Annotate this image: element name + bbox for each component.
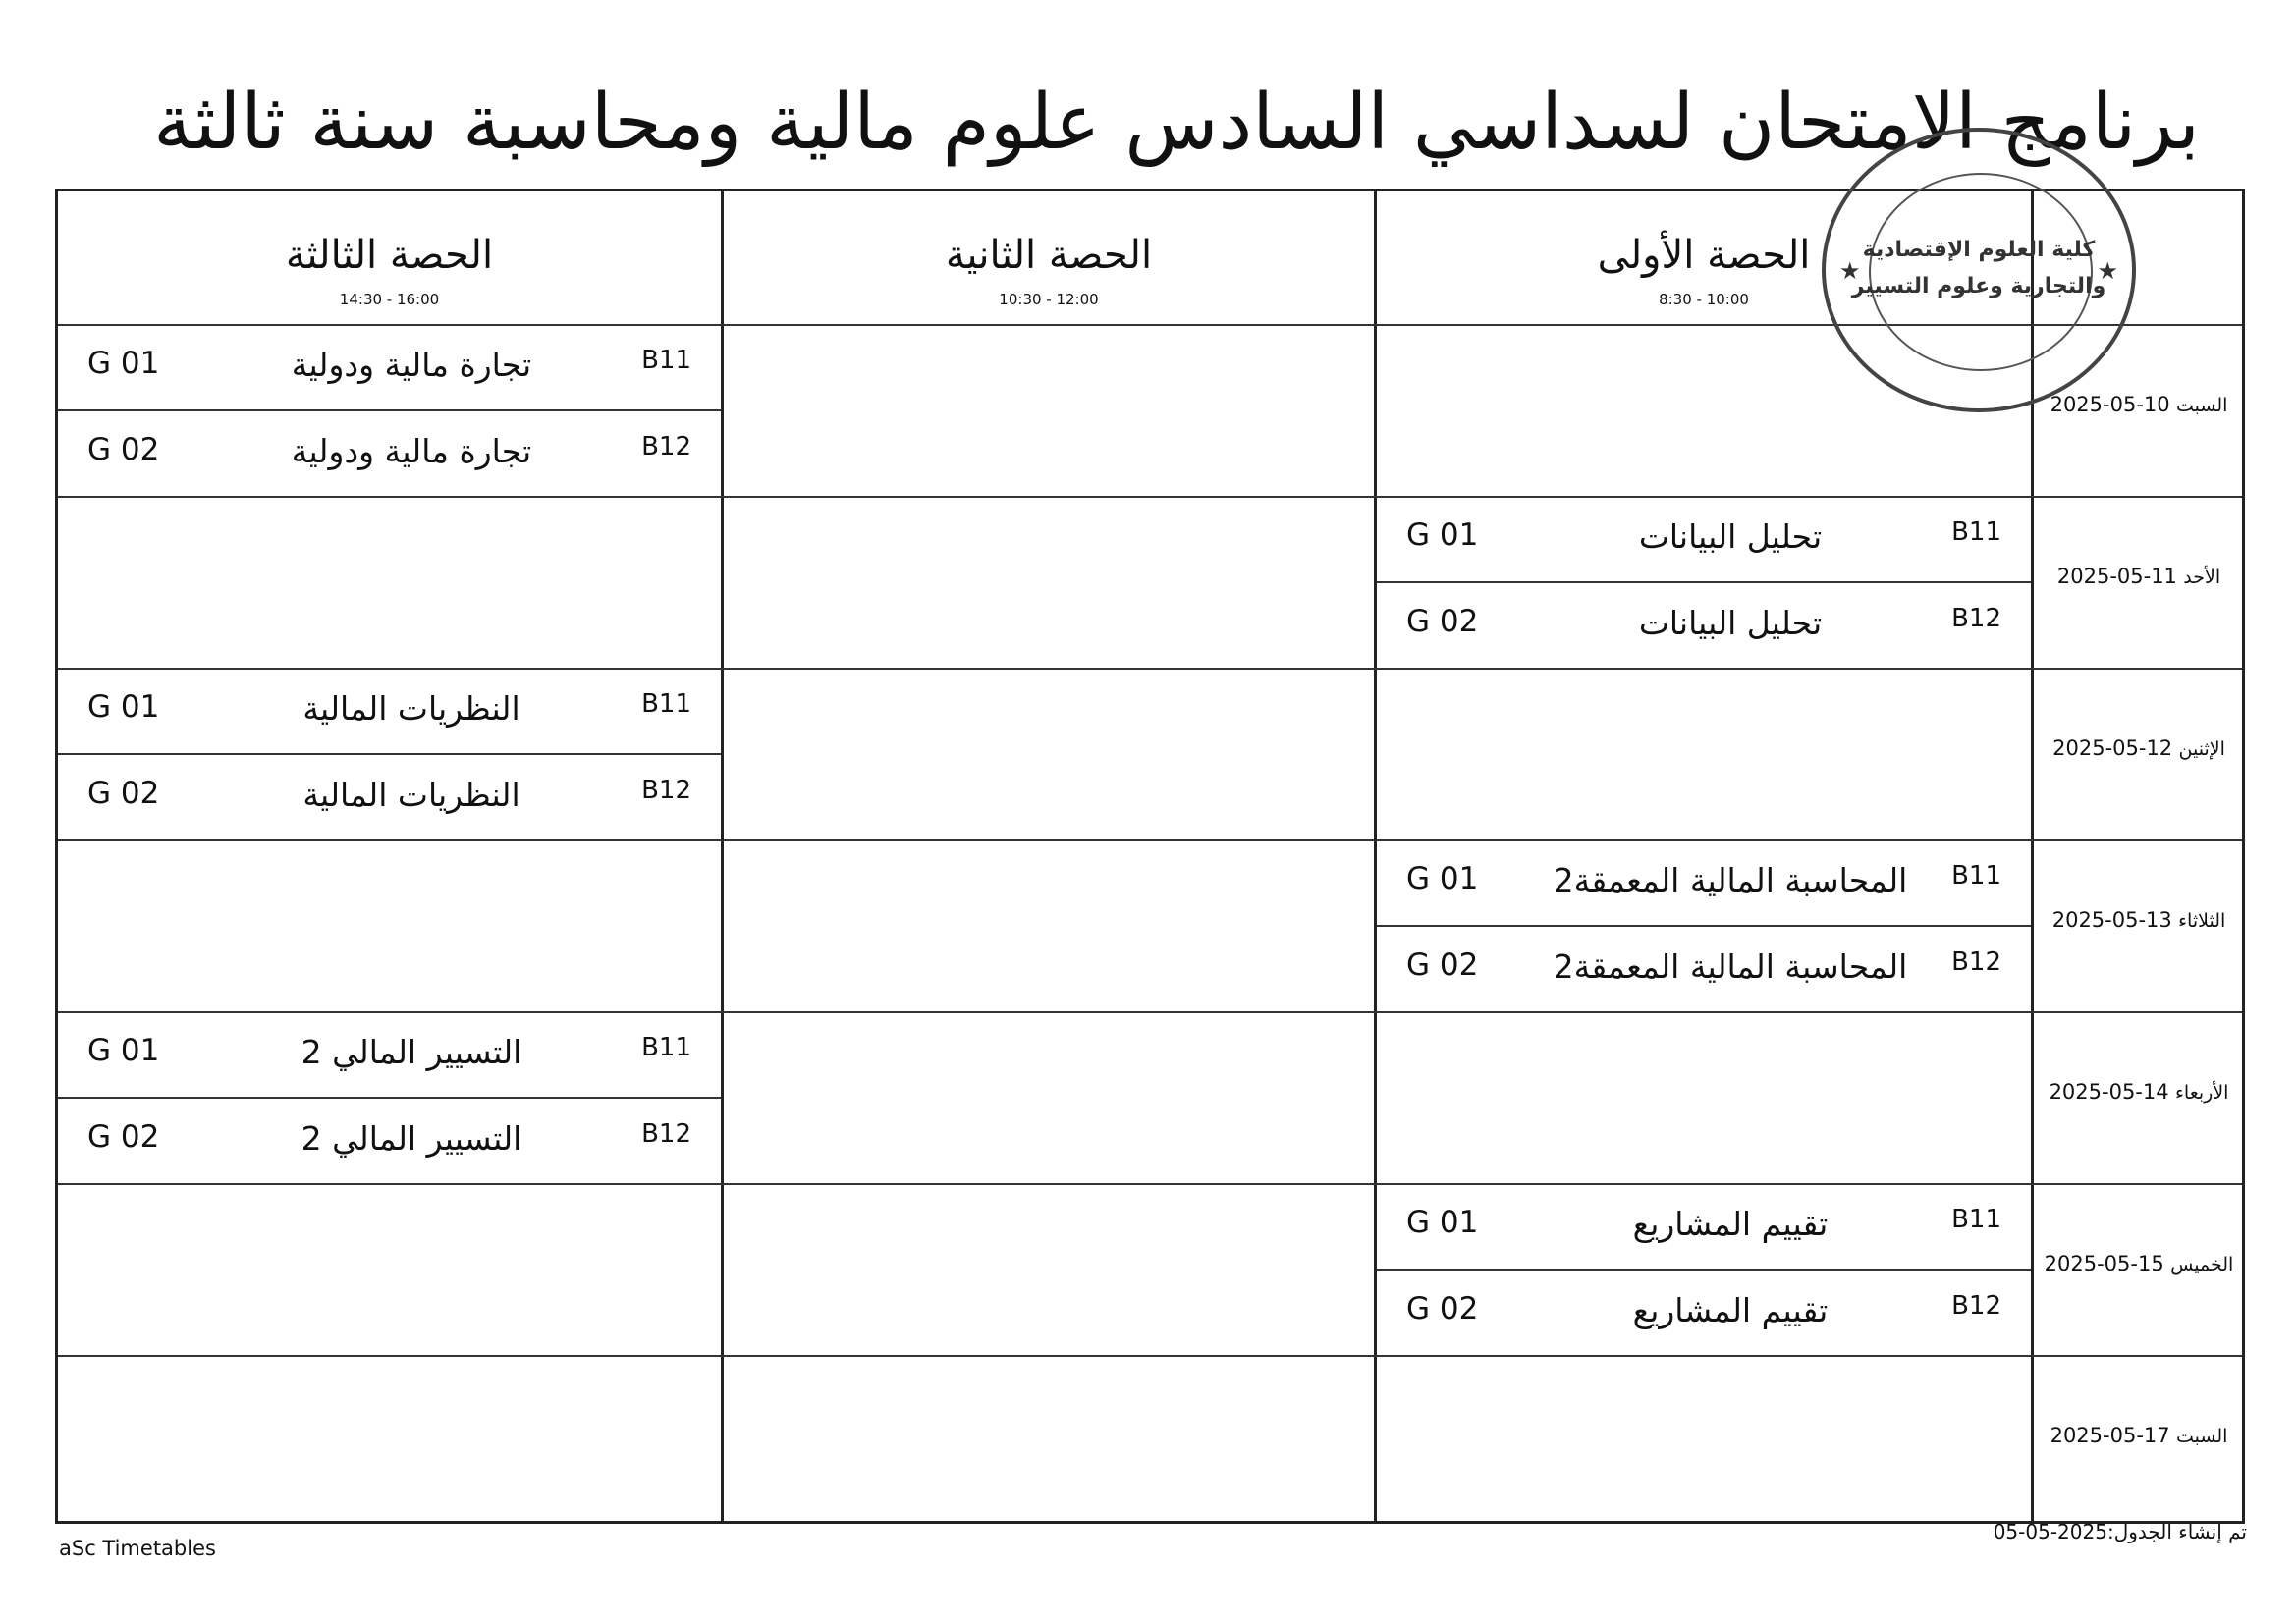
day-name: الأحد [2183,567,2221,588]
exam-group: G 02 [1406,604,1479,639]
entry-divider [58,753,721,755]
exam-group: G 01 [87,346,160,381]
exam-subject: النظريات المالية [302,776,520,814]
period-header-2 [724,191,1374,324]
official-stamp [1822,128,2136,412]
exam-group: G 01 [87,1033,160,1068]
exam-room: B11 [641,1033,691,1062]
exam-group: G 02 [87,1119,160,1155]
exam-group: G 02 [1406,947,1479,983]
exam-entry [58,1098,721,1182]
period-time: 8:30 - 10:00 [1659,291,1749,308]
period-name: الحصة الثالثة [285,233,494,278]
entry-divider [1377,925,2031,927]
exam-entry [1377,496,2031,580]
page-title: برنامج الامتحان لسداسي السادس علوم مالية ومحاسبة سنة ثالثة [153,79,2200,167]
day-label [2034,565,2244,588]
day-name: السبت [2175,1426,2228,1447]
exam-room: B11 [1951,517,2001,547]
day-date: 2025-05-10 [2050,393,2170,416]
exam-entry [58,324,721,408]
stamp-text-line1: كلية العلوم الإقتصادية [1862,238,2096,262]
exam-entry [58,754,721,839]
exam-subject: تحليل البيانات [1638,604,1823,642]
exam-room: B11 [641,689,691,719]
day-date: 2025-05-15 [2044,1252,2164,1275]
period-time: 14:30 - 16:00 [339,291,440,308]
exam-subject: تحليل البيانات [1638,517,1823,556]
day-label [2034,736,2244,760]
exam-subject: النظريات المالية [302,689,520,728]
exam-entry [1377,839,2031,924]
day-date: 2025-05-13 [2051,908,2172,932]
day-name: السبت [2175,395,2228,416]
period-time: 10:30 - 12:00 [999,291,1099,308]
exam-entry [1377,1183,2031,1268]
day-label [2034,1252,2244,1275]
exam-group: G 02 [1406,1291,1479,1326]
exam-room: B12 [641,776,691,805]
day-date: 2025-05-11 [2056,565,2177,588]
exam-room: B12 [1951,604,2001,633]
exam-entry [1377,926,2031,1010]
column-divider [721,191,724,1521]
exam-room: B12 [1951,1291,2001,1321]
exam-room: B11 [641,346,691,375]
stamp-text-line2: والتجارية وعلوم التسيير [1851,274,2106,298]
day-label [2034,908,2244,932]
exam-entry [1377,1270,2031,1354]
software-credit: aSc Timetables [59,1537,216,1560]
day-label [2034,393,2244,416]
day-date: 2025-05-17 [2050,1424,2170,1447]
exam-subject: المحاسبة المالية المعمقة2 [1553,947,1908,986]
period-header-3 [58,191,721,324]
row-divider [58,1355,2242,1357]
exam-entry [58,1011,721,1096]
exam-subject: المحاسبة المالية المعمقة2 [1553,861,1908,899]
exam-room: B11 [1951,861,2001,891]
day-name: الأربعاء [2174,1082,2229,1104]
stamp-inner-ring [1869,173,2093,371]
exam-subject: تجارة مالية ودولية [291,346,532,384]
exam-entry [1377,582,2031,667]
creation-date: تم إنشاء الجدول:2025-05-05 [1993,1520,2247,1543]
exam-subject: تقييم المشاريع [1632,1205,1829,1243]
exam-subject: تقييم المشاريع [1632,1291,1829,1329]
star-icon: ★ [1839,257,1861,285]
entry-divider [1377,581,2031,583]
exam-room: B12 [641,1119,691,1149]
exam-subject: تجارة مالية ودولية [291,432,532,470]
entry-divider [58,409,721,411]
exam-group: G 01 [87,689,160,725]
exam-group: G 02 [87,432,160,467]
day-name: الثلاثاء [2178,910,2226,932]
exam-subject: التسيير المالي 2 [301,1119,522,1158]
exam-room: B12 [641,432,691,461]
exam-room: B11 [1951,1205,2001,1234]
period-name: الحصة الثانية [945,233,1153,278]
entry-divider [58,1097,721,1099]
exam-group: G 01 [1406,517,1479,553]
exam-entry [58,668,721,752]
period-name: الحصة الأولى [1597,233,1811,278]
day-label [2034,1080,2244,1104]
day-date: 2025-05-14 [2049,1080,2169,1104]
exam-group: G 02 [87,776,160,811]
day-label [2034,1424,2244,1447]
star-icon: ★ [2097,257,2118,285]
exam-room: B12 [1951,947,2001,977]
day-date: 2025-05-12 [2052,736,2173,760]
exam-subject: التسيير المالي 2 [301,1033,522,1071]
day-name: الخميس [2170,1254,2234,1275]
day-name: الإثنين [2178,738,2225,760]
entry-divider [1377,1269,2031,1271]
exam-entry [58,410,721,495]
exam-group: G 01 [1406,1205,1479,1240]
exam-group: G 01 [1406,861,1479,896]
